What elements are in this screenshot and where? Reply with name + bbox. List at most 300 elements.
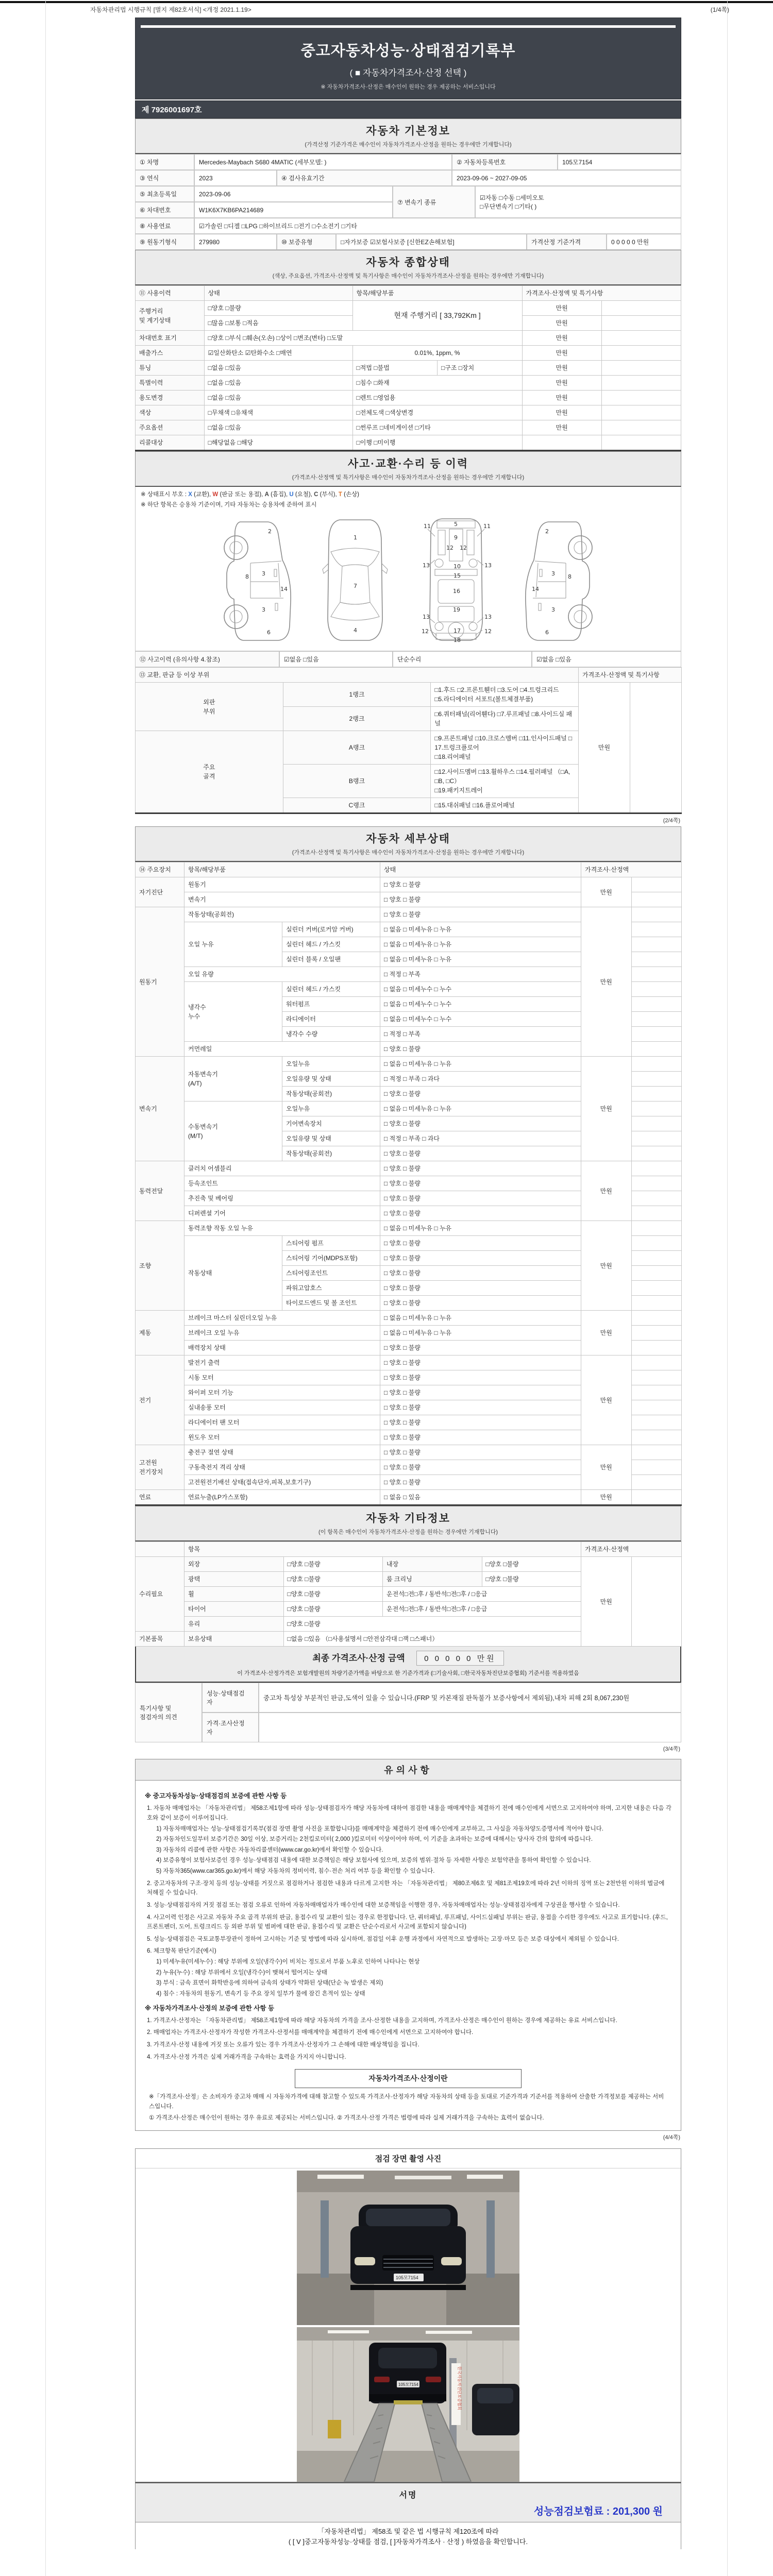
- cell: 오일유량 및 상태: [282, 1131, 380, 1146]
- cell: 고전원전기배선 상태(접속단자,피복,보호기구): [184, 1475, 380, 1490]
- appraiser-remarks-label: 가격·조사산정 자: [202, 1713, 259, 1742]
- checkbox-cell[interactable]: □ 양호 □ 불량: [380, 1236, 581, 1251]
- cell: 파워고압호스: [282, 1281, 380, 1296]
- cell: 가격산정 기준가격: [527, 234, 607, 250]
- cell: 충전구 절연 상태: [184, 1445, 380, 1460]
- cell: 만원: [522, 346, 601, 361]
- cell: ⑧ 사용연료: [135, 218, 194, 234]
- exchange-panel-table: [135, 667, 682, 814]
- checkbox-cell[interactable]: □ 없음 □ 미세누수 □ 누수: [380, 1012, 581, 1027]
- cell: [601, 420, 681, 435]
- inspector-remarks-label: 성능·상태점검 자: [202, 1683, 259, 1713]
- section-accident-header: [135, 451, 681, 487]
- cell: 제동: [136, 1311, 184, 1355]
- part-number: 2: [268, 528, 272, 535]
- cell: 보유상태: [184, 1632, 284, 1647]
- cell: C랭크: [283, 798, 431, 814]
- checkbox-cell[interactable]: □ 적정 □ 부족 □ 과다: [380, 1131, 581, 1146]
- checkbox-cell[interactable]: □ 적정 □ 부족: [380, 1027, 581, 1042]
- notice-text: 1. 자동차 매매업자는 「자동차관리법」 제58조제1항에 따라 성능·상태점검자가 해당 자동차에 대하여 점검한 내용을 매매계약을 체결하기 전에 매수인에게 서면으로 고지하여야 하며, 고지한 내용은 다음 각 호와 같이 보증이 이루어집니다.: [147, 1805, 671, 1821]
- cell: 오일누유: [282, 1101, 380, 1116]
- cell: 전기: [136, 1355, 184, 1445]
- part-number: 12: [460, 545, 467, 551]
- legend-prefix: ※ 상태표시 부호 :: [141, 492, 189, 498]
- notice-text: 2) 자동차인도일부터 보증기간은 30일 이상, 보증거리는 2천킬로미터( 2,000 )킬로미터 이상이어야 하며, 이 기준을 초과하는 보증에 대해서는 당사자 간의 합의에 따릅니다.: [156, 1836, 593, 1843]
- part-number: 3: [262, 606, 265, 613]
- checkbox-cell[interactable]: □ 없음 □ 미세누수 □ 누수: [380, 997, 581, 1012]
- cell: [631, 1266, 682, 1281]
- cell: 만원: [522, 361, 601, 376]
- cell: 튜닝: [136, 361, 205, 376]
- checkbox-cell[interactable]: ☑가솔린 □디젤 □LPG □하이브리드 □전기 □수소전기 □기타: [194, 218, 681, 234]
- table-row: [136, 331, 681, 346]
- checkbox-cell[interactable]: □ 양호 □ 불량: [380, 1445, 581, 1460]
- checkbox-cell[interactable]: □적법 □불법: [352, 361, 438, 376]
- cell: [631, 997, 682, 1012]
- confirmation-statement: [135, 2522, 681, 2549]
- checkbox-cell[interactable]: □썬루프 □네비게이션 □기타: [352, 420, 522, 435]
- cell: 주요 골격: [136, 731, 283, 814]
- checkbox-cell[interactable]: □ 없음 □ 미세누유 □ 누유: [380, 922, 581, 937]
- cell: [631, 1012, 682, 1027]
- table-row: [136, 361, 681, 376]
- legend-note: ※ 하단 항목은 승용차 기준이며, 기타 자동차는 승용차에 준하여 표시: [135, 499, 681, 512]
- price-survey-definition-box: 자동차가격조사·산정이란: [295, 2069, 522, 2088]
- photos-title: 점검 장면 촬영 사진: [136, 2149, 681, 2168]
- cell: 브레이크 마스터 실린더오일 누유: [184, 1311, 380, 1326]
- cell: [631, 1415, 682, 1430]
- section-detail-title: 자동차 세부상태: [366, 833, 450, 845]
- license-plate-text: 105모7154: [396, 2275, 418, 2280]
- title-stripe: [141, 25, 676, 28]
- checkbox-cell[interactable]: □없음 □있음: [204, 361, 352, 376]
- checkbox-cell[interactable]: □렌트 □영업용: [352, 391, 522, 405]
- checkbox-cell[interactable]: □양호 □불량: [482, 1572, 581, 1587]
- checkbox-cell[interactable]: □ 양호 □ 불량: [380, 892, 581, 907]
- cell: 색상: [136, 405, 205, 420]
- cell: 만원: [581, 1490, 632, 1505]
- checkbox-cell[interactable]: □해당없음 □해당: [204, 435, 352, 451]
- price-survey-note: ※ 자동차가격조사·산정은 매수인이 원하는 경우 제공하는 서비스입니다: [321, 84, 496, 90]
- part-number: 12: [446, 545, 453, 551]
- checkbox-cell[interactable]: □없음 □있음: [204, 376, 352, 391]
- checkbox-cell[interactable]: □침수 □화재: [352, 376, 522, 391]
- cell: 외판 부위: [136, 683, 283, 731]
- checkbox-cell[interactable]: □양호 □불량: [283, 1587, 383, 1602]
- table-row: [136, 435, 681, 451]
- checkbox-cell[interactable]: □ 없음 □ 미세누유 □ 누유: [380, 1221, 581, 1236]
- cell: 브레이크 오일 누유: [184, 1326, 380, 1341]
- final-price-label: 최종 가격조사·산정 금액: [312, 1653, 405, 1663]
- checkbox-cell[interactable]: □6.쿼터패널(리어휀다) □7.루프패널 □8.사이드실 패널: [431, 707, 579, 731]
- checkbox-cell[interactable]: □ 적정 □ 부족 □ 과다: [380, 1072, 581, 1087]
- cell: 연료누출(LP가스포함): [184, 1490, 380, 1505]
- part-number: 17: [453, 628, 461, 634]
- cell: [631, 1460, 682, 1475]
- cell: [631, 1176, 682, 1191]
- cell: 오일 누유: [184, 922, 282, 967]
- cell: 만원: [581, 1557, 632, 1647]
- cell: [631, 1281, 682, 1296]
- notice-text: 5. 성능·상태점검은 국토교통부장관이 정하여 고시하는 기준 및 방법에 따라 실시하며, 점검일 이후 운행 과정에서 자연적으로 발생하는 고장·마모 등은 보증 대상에서 제외될 수 있습니다.: [147, 1936, 619, 1942]
- checkbox-cell[interactable]: □ 없음 □ 미세누유 □ 누유: [380, 1101, 581, 1116]
- accident-history-row: [135, 651, 681, 667]
- notice-heading: ※ 중고자동차성능·상태점검의 보증에 관한 사항 등: [145, 1792, 287, 1800]
- cell: 작동상태(공회전): [282, 1146, 380, 1161]
- checkbox-cell[interactable]: □ 없음 □ 미세누유 □ 누유: [380, 937, 581, 952]
- status-symbol: X: [188, 492, 192, 498]
- checkbox-cell[interactable]: □ 양호 □ 불량: [380, 1415, 581, 1430]
- cell: 만원: [581, 1355, 632, 1445]
- cell: ② 자동차등록번호: [452, 154, 558, 170]
- checkbox-cell[interactable]: □양호 □불량: [283, 1557, 383, 1572]
- cell: [631, 1042, 682, 1057]
- checkbox-cell[interactable]: 운전석□전□후 / 동반석□전□후 / □응급: [383, 1602, 581, 1617]
- status-symbol: U: [289, 492, 294, 498]
- checkbox-cell[interactable]: □없음 □있음 （□사용설명서 □안전삼각대 □잭 □스패너）: [283, 1632, 581, 1647]
- cell: 원동기: [136, 907, 184, 1057]
- table-row: [136, 877, 682, 892]
- checkbox-cell[interactable]: □전체도색 □색상변경: [352, 405, 522, 420]
- cell: [631, 1116, 682, 1131]
- checkbox-cell[interactable]: □ 양호 □ 불량: [380, 1475, 581, 1490]
- cell: 추진축 및 베어링: [184, 1191, 380, 1206]
- checkbox-cell[interactable]: □양호 □불량: [283, 1572, 383, 1587]
- cell: 0.01%, 1ppm, %: [352, 346, 522, 361]
- notice-text: 3) 자동차의 리콜에 관한 사항은 자동차리콜센터(www.car.go.kr)에서 확인할 수 있습니다.: [156, 1846, 383, 1853]
- cell: [631, 1146, 682, 1161]
- cell: [631, 1101, 682, 1116]
- cell: [601, 301, 681, 316]
- status-symbol-desc: (요철),: [293, 492, 314, 498]
- checkbox-cell[interactable]: □ 없음 □ 미세누유 □ 누유: [380, 1326, 581, 1341]
- cell: [631, 1027, 682, 1042]
- page-left-edge: [45, 0, 46, 2576]
- notice-title: 유의사항: [136, 1759, 681, 1781]
- checkbox-cell[interactable]: □구조 □장치: [438, 361, 523, 376]
- part-number: 13: [484, 562, 492, 569]
- cell: [631, 1251, 682, 1266]
- cell: A랭크: [283, 731, 431, 765]
- checkbox-cell[interactable]: □양호 □부식 □훼손(오손) □상이 □변조(변타) □도말: [204, 331, 522, 346]
- cell: [601, 405, 681, 420]
- checkbox-cell[interactable]: □12.사이드멤버 □13.휠하우스 □14.필러패널 （□A, □B, □C） □19.패키지트레이: [431, 765, 579, 798]
- cell: 냉각수 수량: [282, 1027, 380, 1042]
- checkbox-cell[interactable]: □양호 □불량: [204, 301, 352, 316]
- checkbox-cell[interactable]: □ 양호 □ 불량: [380, 1400, 581, 1415]
- cell: [631, 1490, 682, 1505]
- checkbox-cell[interactable]: □9.프론트패널 □10.크로스멤버 □11.인사이드패널 □17.트렁크플로어 □18.리어패널: [431, 731, 579, 765]
- checkbox-cell[interactable]: □양호 □불량: [283, 1617, 581, 1632]
- checkbox-cell[interactable]: ☑자동 □수동 □세미오토 □무단변속기 □기타( ): [475, 186, 681, 218]
- section-detail-header: [135, 826, 681, 862]
- cell: 자기진단: [136, 877, 184, 907]
- cell: [631, 1221, 682, 1236]
- remarks-row-inspector: [135, 1683, 681, 1721]
- part-number: 11: [483, 523, 491, 530]
- cell: [631, 877, 682, 892]
- status-symbol-desc: (부식),: [318, 492, 339, 498]
- cell: 연료: [136, 1490, 184, 1505]
- cell: ③ 연식: [135, 170, 194, 186]
- remarks-row-appraiser: [135, 1713, 681, 1742]
- cell: 만원: [581, 907, 632, 1057]
- cell: [631, 967, 682, 982]
- cell: [631, 982, 682, 997]
- checkbox-cell[interactable]: □ 없음 □ 미세누유 □ 누유: [380, 1057, 581, 1072]
- checkbox-cell[interactable]: □ 양호 □ 불량: [380, 1355, 581, 1370]
- cell: 자동변속기 (A/T): [184, 1057, 282, 1101]
- car-right-side-view-diagram: [518, 516, 596, 643]
- cell: 냉각수 누수: [184, 982, 282, 1042]
- cell: [631, 1236, 682, 1251]
- checkbox-cell[interactable]: □많음 □보통 □적음: [204, 316, 352, 331]
- cell: 스티어링 펌프: [282, 1236, 380, 1251]
- checkbox-cell[interactable]: □ 양호 □ 불량: [380, 1341, 581, 1355]
- status-symbol-desc: (판금 또는 용접),: [218, 492, 265, 498]
- cell: 현재 주행거리 [ 33,792Km ]: [352, 301, 522, 331]
- accident-history-label: ⑫ 사고이력 (유의사항 4.참조): [135, 651, 279, 667]
- photo-front-view: [297, 2171, 519, 2325]
- document-number: 제 7926001697호: [135, 100, 681, 118]
- cell: 오일누유: [282, 1057, 380, 1072]
- form-meta-line: [90, 5, 729, 14]
- part-number: 1: [354, 534, 357, 541]
- cell: ⑦ 변속기 종류: [393, 186, 475, 218]
- cell: 외장: [184, 1557, 284, 1572]
- part-number: 8: [568, 573, 572, 580]
- header-row: [136, 286, 681, 301]
- part-number: 6: [267, 629, 271, 636]
- page-marker-4: (4/4쪽): [663, 2134, 680, 2141]
- cell: 1랭크: [283, 683, 431, 707]
- checkbox-cell[interactable]: □ 양호 □ 불량: [380, 1146, 581, 1161]
- cell: 동력조향 작동 오일 누유: [184, 1221, 380, 1236]
- checkbox-cell[interactable]: □ 양호 □ 불량: [380, 1385, 581, 1400]
- part-number: 15: [453, 572, 461, 579]
- part-number: 13: [423, 562, 430, 569]
- column-header: 가격조사·산정액: [581, 862, 682, 877]
- checkbox-cell[interactable]: □없음 □있음: [204, 391, 352, 405]
- table-row: [136, 1355, 682, 1370]
- cell: 타이로드엔드 및 볼 조인트: [282, 1296, 380, 1311]
- table-row: [136, 1311, 682, 1326]
- checkbox-cell[interactable]: □ 양호 □ 불량: [380, 1430, 581, 1445]
- checkbox-cell[interactable]: □ 양호 □ 불량: [380, 1087, 581, 1101]
- cell: [631, 937, 682, 952]
- table-row: [136, 683, 682, 707]
- table-row: [136, 405, 681, 420]
- simple-repair-checkboxes[interactable]: ☑없음 □있음: [532, 651, 681, 667]
- checkbox-cell[interactable]: □1.후드 □2.프론트휀더 □3.도어 □4.트렁크리드 □5.라디에이터 서포트(볼트체결부품): [431, 683, 579, 707]
- status-symbol: C: [314, 492, 318, 498]
- checkbox-cell[interactable]: □ 없음 □ 있음: [380, 1490, 581, 1505]
- cell: 작동상태(공회전): [184, 907, 380, 922]
- accident-history-checkboxes[interactable]: ☑없음 □있음: [279, 651, 393, 667]
- checkbox-cell[interactable]: □ 없음 □ 미세누유 □ 누유: [380, 1311, 581, 1326]
- cell: 실린더 블록 / 오일팬: [282, 952, 380, 967]
- cell: [631, 952, 682, 967]
- cell: [631, 1161, 682, 1176]
- table-row: [136, 1445, 682, 1460]
- checkbox-cell[interactable]: □ 양호 □ 불량: [380, 1161, 581, 1176]
- cell: [631, 1296, 682, 1311]
- part-number: 5: [454, 521, 458, 528]
- checkbox-cell[interactable]: □ 양호 □ 불량: [380, 1116, 581, 1131]
- part-number: 7: [354, 583, 357, 589]
- cell: [631, 1557, 682, 1647]
- part-number: 14: [280, 586, 288, 592]
- notice-text: 1) 미세누유(미세누수) : 해당 부위에 오일(냉각수)이 비치는 정도로서 부품 노후로 인하여 나타나는 현상: [156, 1959, 420, 1965]
- checkbox-cell[interactable]: □ 양호 □ 불량: [380, 907, 581, 922]
- notice-text: 2. 매매업자는 가격조사·산정자가 작성한 가격조사·산정서를 매매계약을 체결하기 전에 매수인에게 서면으로 고지하여야 합니다.: [147, 2029, 474, 2036]
- checkbox-cell[interactable]: □ 양호 □ 불량: [380, 1370, 581, 1385]
- part-number: 9: [454, 534, 458, 541]
- cell: 만원: [522, 405, 601, 420]
- cell: 실린더 헤드 / 가스킷: [282, 937, 380, 952]
- cell: 스티어링 기어(MDPS포함): [282, 1251, 380, 1266]
- cell: [601, 346, 681, 361]
- part-number: 10: [453, 563, 461, 570]
- cell: 윈도우 모터: [184, 1430, 380, 1445]
- vehicle-diagram: [135, 512, 681, 651]
- checkbox-cell[interactable]: □ 양호 □ 불량: [380, 1251, 581, 1266]
- page-marker-1: (1/4쪽): [710, 6, 729, 13]
- checkbox-cell[interactable]: □ 양호 □ 불량: [380, 877, 581, 892]
- checkbox-cell[interactable]: □양호 □불량: [482, 1557, 581, 1572]
- checkbox-cell[interactable]: □ 없음 □ 미세누수 □ 누수: [380, 982, 581, 997]
- cell: 구동축전지 격리 상태: [184, 1460, 380, 1475]
- cell: [631, 1057, 682, 1072]
- page-marker-2: (2/4쪽): [663, 818, 680, 824]
- cell: 스티어링조인트: [282, 1266, 380, 1281]
- cell: ⑩ 보증유형: [277, 234, 336, 250]
- checkbox-cell[interactable]: □15.대쉬패널 □16.플로어패널: [431, 798, 579, 814]
- final-price-note: 이 가격조사·산정가격은 보험개발원의 차량기준가액을 바탕으로 한 기준가격과 (□기술사회, □한국자동차진단보증협회) 기준서를 적용하였음: [237, 1670, 579, 1676]
- part-number: 8: [245, 573, 249, 580]
- checkbox-cell[interactable]: □이행 □미이행: [352, 435, 522, 451]
- cell: 유리: [184, 1617, 284, 1632]
- cell: 주요옵션: [136, 420, 205, 435]
- cell: [631, 1355, 682, 1370]
- part-number: 4: [354, 627, 357, 634]
- cell: 2023-09-06: [194, 186, 393, 202]
- final-price-bar: [135, 1647, 681, 1683]
- basic-info-table: [135, 154, 681, 250]
- cell: B랭크: [283, 765, 431, 798]
- notice-text: 4. 사고이력 인정은 사고로 자동차 주요 골격 부위의 판금, 용접수리 및 교환이 있는 경우로 한정합니다. 단, 쿼터패널, 루프패널, 사이드실패널 부위는 판금, 용접을 수리한 경우에도 사고로 표기합니다. (후드, 프론트펜더, 도어, 트렁크리드 등 외판 부위 및 범퍼에 대한 판금, 용접수리 및 교환은 단순수리로서 사고에 포함되지 않습니다): [147, 1914, 668, 1930]
- cell: 오일유량 및 상태: [282, 1072, 380, 1087]
- cell: [631, 1326, 682, 1341]
- checkbox-cell[interactable]: □ 양호 □ 불량: [380, 1266, 581, 1281]
- notice-text: 6. 체크항목 판단기준(예시): [147, 1948, 216, 1955]
- checkbox-cell[interactable]: ☑일산화탄소 ☑탄화수소 □매연: [204, 346, 352, 361]
- form-rule-reference: 자동차관리법 시행규칙 [별지 제82호서식] <개정 2021.1.19>: [90, 6, 251, 13]
- checkbox-cell[interactable]: □없음 □있음: [204, 420, 352, 435]
- cell: [631, 1087, 682, 1101]
- car-underbody-view-diagram: [412, 516, 500, 643]
- cell: 라디에이터: [282, 1012, 380, 1027]
- cell: 작동상태(공회전): [282, 1087, 380, 1101]
- checkbox-cell[interactable]: □ 양호 □ 불량: [380, 1281, 581, 1296]
- cell: 만원: [522, 376, 601, 391]
- checkbox-cell[interactable]: □ 양호 □ 불량: [380, 1042, 581, 1057]
- part-number: 13: [484, 614, 492, 620]
- cell: 라디에이터 팬 모터: [184, 1415, 380, 1430]
- simple-repair-label: 단순수리: [393, 651, 532, 667]
- cell: 휠: [184, 1587, 284, 1602]
- cell: 고전원 전기장치: [136, 1445, 184, 1490]
- section-other-header: [135, 1506, 681, 1541]
- checkbox-cell[interactable]: □ 양호 □ 불량: [380, 1176, 581, 1191]
- checkbox-cell[interactable]: □ 적정 □ 부족: [380, 967, 581, 982]
- cell: 작동상태: [184, 1236, 282, 1311]
- cell: [631, 1430, 682, 1445]
- checkbox-cell[interactable]: □양호 □불량: [283, 1602, 383, 1617]
- section-other-title: 자동차 기타정보: [366, 1513, 450, 1524]
- part-number: 12: [484, 628, 492, 635]
- checkbox-cell[interactable]: 운전석□전□후 / 동반석□전□후 / □응급: [383, 1587, 581, 1602]
- cell: [631, 1131, 682, 1146]
- table-row: [136, 1490, 682, 1505]
- checkbox-cell[interactable]: □ 양호 □ 불량: [380, 1206, 581, 1221]
- table-row: [136, 1057, 682, 1072]
- page-right-edge: [727, 0, 728, 2576]
- overall-condition-table: [135, 285, 681, 451]
- part-number: 6: [545, 629, 549, 636]
- section-basic-subtitle: (가격산정 기준가격은 매수인이 자동차가격조사·산정을 원하는 경우에만 기재합니다): [305, 142, 512, 148]
- status-symbol-legend: [135, 487, 681, 499]
- cell: 0 0 0 0 0 만원: [607, 234, 681, 250]
- cell: ① 차명: [135, 154, 194, 170]
- notice-text: 4) 보증유형이 보험사보증인 경우 성능·상태점검 내용에 대한 보증책임은 해당 보험사에 있으며, 보증의 범위·절차 등 자세한 사항은 보험약관을 통하여 확인할 수 있습니다.: [156, 1857, 591, 1864]
- header-row: [136, 862, 682, 877]
- cell: 기어변속장치: [282, 1116, 380, 1131]
- checkbox-cell[interactable]: □ 양호 □ 불량: [380, 1296, 581, 1311]
- cell: 2랭크: [283, 707, 431, 731]
- cell: ⑨ 원동기형식: [135, 234, 194, 250]
- section-other-subtitle: (이 항목은 매수인이 자동차가격조사·산정을 원하는 경우에만 기재합니다): [318, 1529, 498, 1535]
- checkbox-cell[interactable]: □ 없음 □ 미세누유 □ 누유: [380, 952, 581, 967]
- cell: [631, 1311, 682, 1326]
- cell: Mercedes-Maybach S680 4MATIC (세부모델: ): [194, 154, 452, 170]
- checkbox-cell[interactable]: □ 양호 □ 불량: [380, 1460, 581, 1475]
- column-header: 항목: [184, 1542, 581, 1557]
- cell: 주행거리 및 계기상태: [136, 301, 205, 331]
- cell: ④ 검사유효기간: [277, 170, 452, 186]
- table-row: [136, 1161, 682, 1176]
- header-row: [136, 1542, 682, 1557]
- cell: [601, 361, 681, 376]
- column-header: 가격조사·산정액 및 특기사항: [522, 286, 681, 301]
- checkbox-cell[interactable]: □ 양호 □ 불량: [380, 1191, 581, 1206]
- checkbox-cell[interactable]: □자가보증 ☑보험사보증 [신한EZ손해보험]: [336, 234, 527, 250]
- table-row: [136, 391, 681, 405]
- cell: 실린더 커버(로커암 커버): [282, 922, 380, 937]
- section-basic-title: 자동차 기본정보: [366, 125, 450, 137]
- notice-text: 2) 누유(누수) : 해당 부위에서 오일(냉각수)이 맺혀서 떨어지는 상태: [156, 1969, 328, 1976]
- checkbox-cell[interactable]: □무채색 □유채색: [204, 405, 352, 420]
- appraiser-remarks-text: [259, 1713, 681, 1742]
- status-symbol: T: [338, 492, 342, 498]
- cell: 만원: [581, 1221, 632, 1311]
- cell: 변속기: [136, 1057, 184, 1161]
- notice-text: 4) 침수 : 자동차의 원동기, 변속기 등 주요 장치 일부가 물에 잠긴 흔적이 있는 상태: [156, 1990, 365, 1997]
- cell: 279980: [194, 234, 277, 250]
- section-accident-subtitle: (가격조사·산정액 및 특기사항은 매수인이 자동차가격조사·산정을 원하는 경우에만 기재합니다): [292, 474, 525, 481]
- notice-heading: ※ 자동차가격조사·산정의 보증에 관한 사항 등: [145, 2004, 275, 2012]
- cell: [631, 1191, 682, 1206]
